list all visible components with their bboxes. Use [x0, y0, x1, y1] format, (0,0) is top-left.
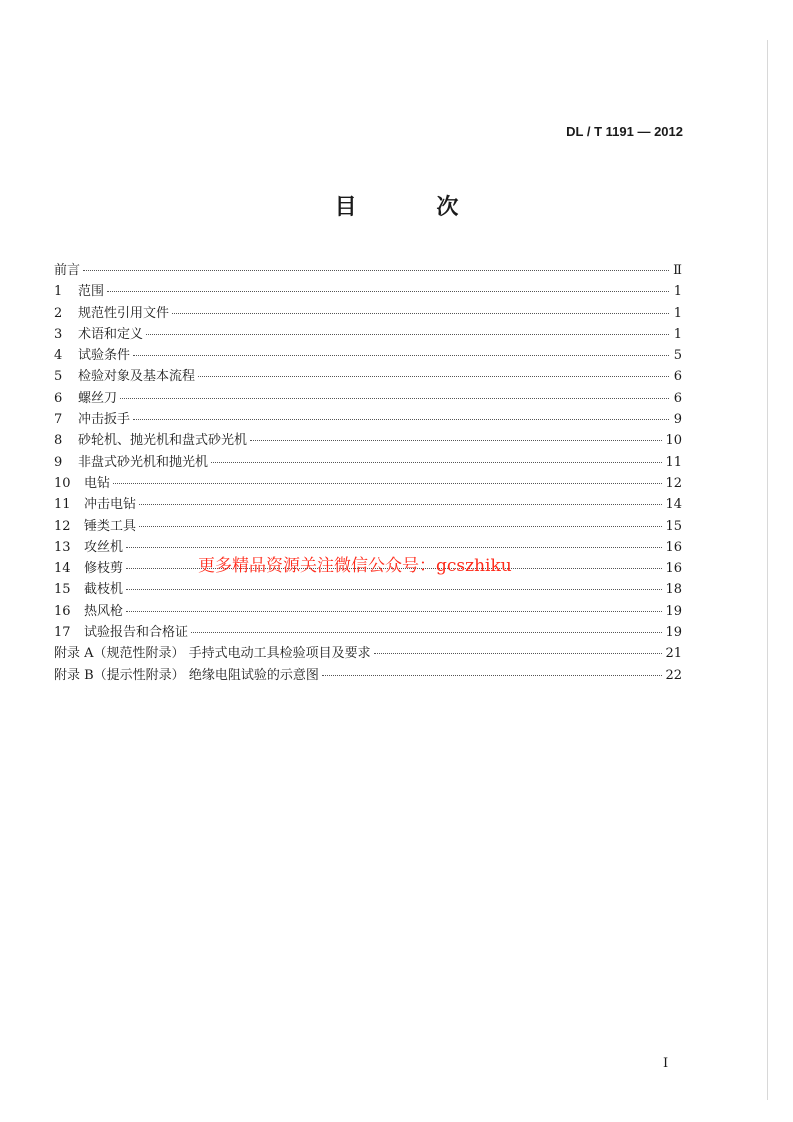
dot-leader	[374, 641, 663, 654]
dot-leader	[133, 407, 669, 420]
toc-entry[interactable]	[54, 578, 682, 599]
toc-entry-title: 试验条件	[78, 348, 131, 364]
toc-entry-page: 9	[673, 412, 682, 428]
toc-entry-page: 12	[665, 475, 682, 491]
toc-entry-number: 8	[54, 433, 63, 449]
dot-leader	[198, 364, 669, 377]
document-code: DL / T 1191 — 2012	[566, 124, 683, 139]
watermark-text: 更多精品资源关注微信公众号：gcszhiku	[198, 556, 512, 576]
toc-entry[interactable]	[54, 600, 682, 621]
toc-entry[interactable]	[54, 664, 682, 685]
toc-entry-title: 冲击电钻	[84, 497, 137, 513]
toc-entry-page: 1	[673, 326, 682, 342]
toc-entry-number: 3	[54, 326, 63, 342]
toc-entry-title: 规范性引用文件	[78, 305, 170, 321]
toc-entry[interactable]	[54, 387, 682, 408]
dot-leader	[139, 514, 662, 527]
toc-entry[interactable]	[54, 621, 682, 642]
toc-entry-page: 15	[665, 518, 682, 534]
toc-entry-page: 1	[673, 305, 682, 321]
dot-leader	[83, 258, 669, 271]
toc-entry[interactable]	[54, 302, 682, 323]
toc-entry-title: 砂轮机、抛光机和盘式砂光机	[78, 433, 248, 449]
dot-leader	[113, 471, 662, 484]
toc-entry-title: 截枝机	[84, 582, 124, 598]
toc-entry-number: 4	[54, 348, 63, 364]
toc-entry-number: 7	[54, 412, 63, 428]
toc-entry-title: 前言	[54, 263, 81, 278]
dot-leader	[146, 322, 669, 335]
toc-entry-number: 10	[54, 475, 71, 491]
toc-entry[interactable]	[54, 451, 682, 472]
toc-entry-number: 13	[54, 539, 71, 555]
table-of-contents	[54, 259, 682, 685]
toc-entry-number: 5	[54, 369, 63, 385]
toc-entry-title: 冲击扳手	[78, 412, 131, 428]
toc-entry-number: 12	[54, 518, 71, 534]
toc-entry-page: 10	[665, 433, 682, 449]
dot-leader	[126, 599, 662, 612]
dot-leader	[139, 492, 662, 505]
toc-entry[interactable]	[54, 642, 682, 663]
toc-entry-page: 16	[665, 539, 682, 555]
toc-entry-title: 试验报告和合格证	[84, 625, 189, 641]
dot-leader	[126, 577, 662, 590]
toc-entry[interactable]	[54, 515, 682, 536]
dot-leader	[126, 535, 662, 548]
toc-entry-title: 热风枪	[84, 603, 124, 619]
dot-leader	[172, 301, 669, 314]
toc-entry-page: 1	[673, 284, 682, 300]
toc-entry-page: 6	[673, 390, 682, 406]
toc-entry-title: 电钻	[84, 475, 111, 491]
toc-entry-title: 附录 B（提示性附录） 绝缘电阻试验的示意图	[54, 667, 319, 683]
toc-entry-title: 锤类工具	[84, 518, 137, 534]
toc-entry-number: 15	[54, 582, 71, 598]
toc-entry[interactable]	[54, 472, 682, 493]
toc-entry-page: 6	[673, 369, 682, 385]
toc-entry-page: 5	[673, 348, 682, 364]
toc-entry-title: 修枝剪	[84, 561, 124, 577]
toc-entry[interactable]	[54, 259, 682, 280]
dot-leader	[120, 386, 669, 399]
toc-entry-number: 9	[54, 454, 63, 470]
toc-entry-page: 14	[665, 497, 682, 513]
toc-entry-title: 攻丝机	[84, 539, 124, 555]
toc-entry[interactable]	[54, 280, 682, 301]
toc-entry-title: 范围	[78, 284, 105, 300]
toc-entry-title: 术语和定义	[78, 326, 144, 342]
dot-leader	[191, 620, 662, 633]
toc-entry-page: 19	[665, 603, 682, 619]
page-number: I	[663, 1056, 669, 1071]
toc-entry-page: 21	[665, 646, 682, 662]
toc-entry[interactable]	[54, 344, 682, 365]
toc-entry-page: 11	[665, 454, 682, 470]
toc-entry-page: Ⅱ	[673, 263, 682, 278]
toc-entry[interactable]	[54, 323, 682, 344]
toc-entry-page: 22	[665, 667, 682, 683]
dot-leader	[211, 450, 662, 463]
toc-entry-title: 非盘式砂光机和抛光机	[78, 454, 209, 470]
toc-entry-title: 附录 A（规范性附录） 手持式电动工具检验项目及要求	[54, 646, 371, 662]
toc-entry-number: 17	[54, 625, 71, 641]
dot-leader	[322, 663, 663, 676]
toc-entry-number: 11	[54, 497, 71, 513]
toc-entry-page: 19	[665, 625, 682, 641]
dot-leader	[133, 343, 669, 356]
toc-entry-title: 检验对象及基本流程	[78, 369, 196, 385]
toc-entry-title: 螺丝刀	[78, 390, 118, 406]
toc-entry-page: 18	[665, 582, 682, 598]
toc-entry-number: 2	[54, 305, 63, 321]
toc-entry[interactable]	[54, 365, 682, 386]
toc-entry[interactable]	[54, 429, 682, 450]
toc-entry[interactable]	[54, 493, 682, 514]
toc-entry-page: 16	[665, 561, 682, 577]
toc-entry-number: 16	[54, 603, 71, 619]
dot-leader	[107, 279, 669, 292]
toc-heading: 目 次	[334, 194, 495, 220]
toc-entry-number: 6	[54, 390, 63, 406]
toc-entry-number: 1	[54, 284, 63, 300]
dot-leader	[250, 428, 662, 441]
toc-entry[interactable]	[54, 408, 682, 429]
toc-entry-number: 14	[54, 561, 71, 577]
